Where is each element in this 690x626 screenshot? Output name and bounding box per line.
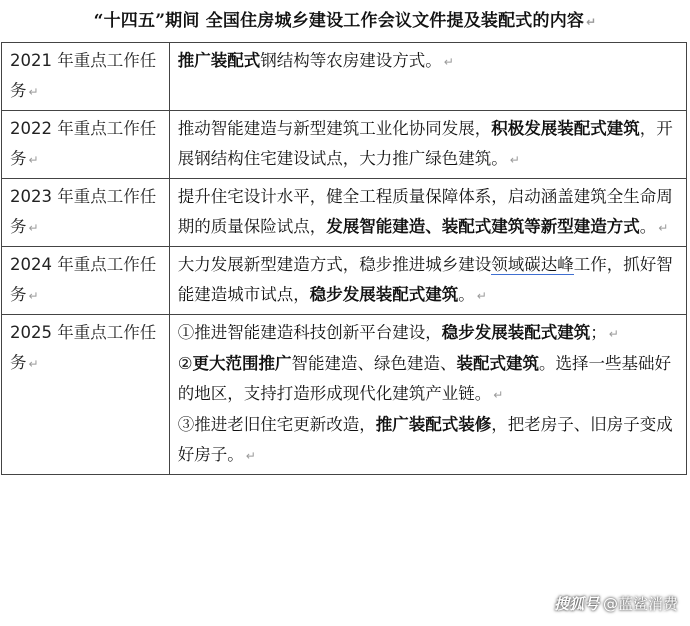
bold-text: 稳步发展装配式建筑 bbox=[309, 285, 459, 304]
paragraph-mark-icon: ↵ bbox=[509, 153, 520, 167]
paragraph-mark-icon: ↵ bbox=[476, 289, 487, 303]
bold-text: 推广装配式装修 bbox=[375, 415, 492, 434]
body-text: 提升住宅设计水平，健全工程质量保障体系，启动涵盖建筑全生命周期的质量保险试点， bbox=[177, 187, 673, 236]
body-text: 智能建造、绿色建造、 bbox=[291, 354, 457, 373]
paragraph-mark-icon: ↵ bbox=[608, 327, 619, 341]
paragraph-mark-icon: ↵ bbox=[586, 15, 597, 29]
body-text: 。选择一些基础好的地区，支持打造形成现代化建筑产业链。 bbox=[177, 354, 672, 403]
body-text: ② bbox=[177, 354, 193, 373]
paragraph-mark-icon: ↵ bbox=[28, 85, 39, 99]
table-row bbox=[2, 179, 687, 247]
body-text: 大力发展新型建造方式，稳步推进城乡建设 bbox=[177, 255, 492, 274]
content-cell bbox=[169, 111, 686, 179]
content-cell bbox=[169, 247, 686, 315]
content-cell bbox=[169, 179, 686, 247]
watermark-text: @蓝鲨消费 bbox=[602, 595, 678, 613]
body-text: 。 bbox=[639, 217, 657, 236]
paragraph-mark-icon: ↵ bbox=[28, 221, 39, 235]
table-row bbox=[2, 247, 687, 315]
body-text: 推动智能建造与新型建筑工业化协同发展， bbox=[177, 119, 492, 138]
year-cell bbox=[2, 179, 170, 247]
content-paragraph bbox=[178, 114, 680, 175]
year-label: 2023 年重点工作任务 bbox=[10, 187, 157, 236]
year-cell bbox=[2, 111, 170, 179]
paragraph-mark-icon: ↵ bbox=[443, 55, 454, 69]
body-text: 工作，抓好智能建造城市试点， bbox=[177, 255, 673, 304]
table-row bbox=[2, 43, 687, 111]
year-cell bbox=[2, 43, 170, 111]
content-cell bbox=[169, 315, 686, 475]
year-cell bbox=[2, 315, 170, 475]
body-text: ，开展钢结构住宅建设试点，大力推广绿色建筑。 bbox=[177, 119, 673, 168]
table-row bbox=[2, 111, 687, 179]
bold-text: 推广装配式 bbox=[177, 51, 261, 70]
paragraph-mark-icon: ↵ bbox=[28, 153, 39, 167]
bold-text: 积极发展装配式建筑 bbox=[491, 119, 640, 138]
paragraph-mark-icon: ↵ bbox=[658, 221, 669, 235]
body-text: ； bbox=[590, 323, 607, 342]
tasks-table-body bbox=[2, 43, 687, 475]
bold-text: 发展智能建造、装配式建筑等新型建造方式 bbox=[326, 217, 640, 236]
document-title-text: “十四五”期间 全国住房城乡建设工作会议文件提及装配式的内容 bbox=[93, 11, 585, 31]
underlined-text: 领域碳达峰 bbox=[491, 255, 574, 274]
body-text: ③推进老旧住宅更新改造， bbox=[177, 415, 376, 434]
document-title bbox=[0, 0, 690, 42]
paragraph-mark-icon: ↵ bbox=[493, 388, 504, 402]
paragraph-mark-icon: ↵ bbox=[28, 357, 39, 371]
content-paragraph bbox=[178, 250, 680, 311]
table-row bbox=[2, 315, 687, 475]
watermark bbox=[554, 593, 678, 614]
content-cell bbox=[169, 43, 686, 111]
content-paragraph bbox=[178, 349, 680, 410]
bold-text: 更大范围推广 bbox=[192, 354, 292, 373]
content-paragraph bbox=[178, 318, 680, 349]
tasks-table bbox=[1, 42, 687, 475]
year-label: 2024 年重点工作任务 bbox=[10, 255, 157, 304]
body-text: 钢结构等农房建设方式。 bbox=[260, 51, 442, 70]
bold-text: 稳步发展装配式建筑 bbox=[441, 323, 591, 342]
year-cell bbox=[2, 247, 170, 315]
watermark-logo: 搜狐号 bbox=[553, 595, 599, 613]
year-label: 2022 年重点工作任务 bbox=[10, 119, 157, 168]
bold-text: 装配式建筑 bbox=[456, 354, 540, 373]
content-paragraph bbox=[178, 410, 680, 471]
body-text: ，把老房子、旧房子变成好房子。 bbox=[177, 415, 673, 464]
body-text: ①推进智能建造科技创新平台建设， bbox=[177, 323, 442, 342]
content-paragraph bbox=[178, 46, 680, 77]
paragraph-mark-icon: ↵ bbox=[245, 449, 256, 463]
body-text: 。 bbox=[458, 285, 475, 304]
paragraph-mark-icon: ↵ bbox=[28, 289, 39, 303]
content-paragraph bbox=[178, 182, 680, 243]
year-label: 2025 年重点工作任务 bbox=[10, 323, 157, 372]
year-label: 2021 年重点工作任务 bbox=[10, 51, 157, 100]
